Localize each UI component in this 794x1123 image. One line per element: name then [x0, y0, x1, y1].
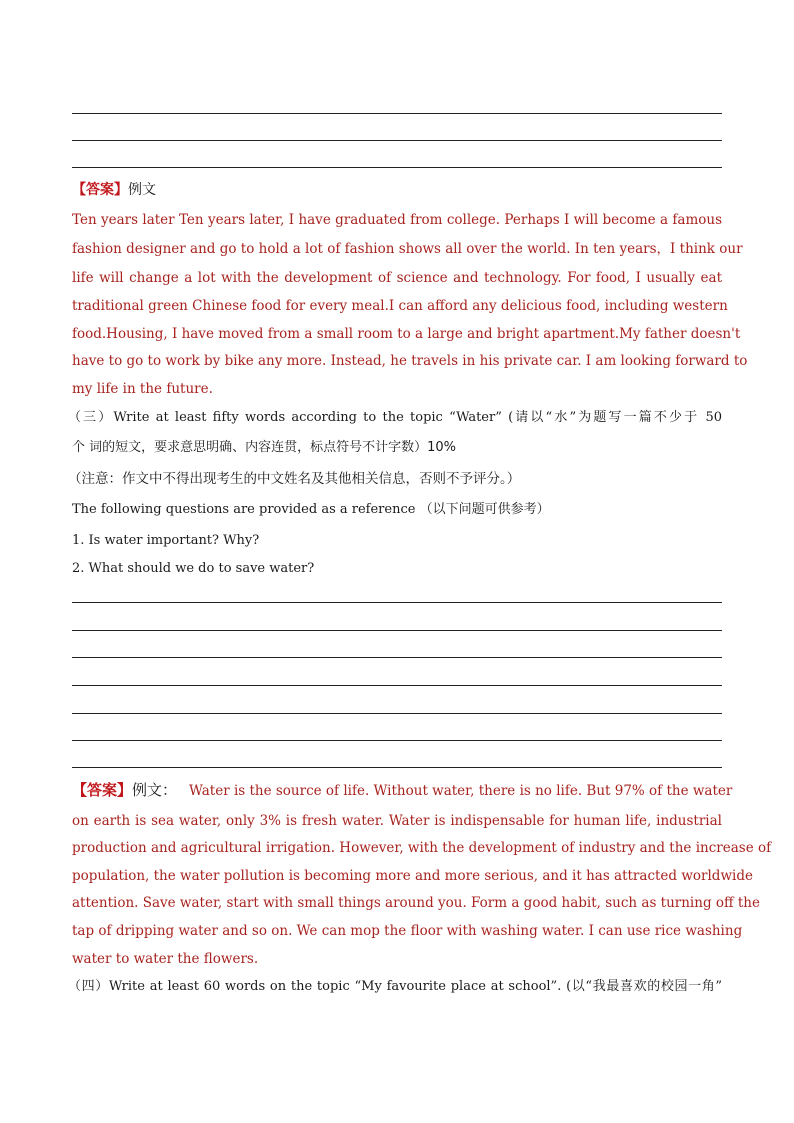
- question-prompt: （三）Write at least fifty words according to the topic “Water” (请以“水”为题写一篇不少于 50: [68, 410, 722, 425]
- writing-line: [72, 685, 722, 686]
- answer-text-line: Water is the source of life. Without water, there is no life. But 97% of the water: [189, 783, 733, 799]
- writing-line: [72, 140, 722, 141]
- question-prompt: （四）Write at least 60 words on the topic “My favourite place at school”. (以“我最喜欢的校园一角”: [68, 979, 722, 994]
- answer-text-line: water to water the flowers.: [72, 951, 259, 967]
- writing-line: [72, 713, 722, 714]
- answer-text-line: my life in the future.: [72, 381, 213, 397]
- answer-text-line: population, the water pollution is becoming more and more serious, and it has attracted worldwide: [72, 868, 753, 884]
- writing-line: [72, 602, 722, 603]
- answer-heading-2: [72, 780, 733, 801]
- question-prompt-cont: 个 词的短文，要求意思明确、内容连贯，标点符号不计字数）10%: [72, 440, 457, 455]
- answer-text-line: life will change a lot with the development of science and technology. For food, I usually eat: [72, 270, 722, 286]
- answer-tag: 【答案】: [72, 182, 128, 198]
- writing-line: [72, 630, 722, 631]
- reference-question: 2. What should we do to save water?: [72, 561, 315, 576]
- answer-text-line: have to go to work by bike any more. Instead, he travels in his private car. I am looking forward to: [72, 353, 748, 369]
- reference-intro: The following questions are provided as a reference （以下问题可供参考）: [72, 502, 550, 517]
- writing-line: [72, 113, 722, 114]
- answer-label: 例文：: [132, 781, 178, 799]
- answer-text-line: on earth is sea water, only 3% is fresh water. Water is indispensable for human life, industrial: [72, 813, 722, 829]
- answer-label: 例文: [128, 182, 156, 198]
- answer-heading-1: [72, 179, 722, 200]
- writing-line: [72, 167, 722, 168]
- answer-text-line: food.Housing, I have moved from a small room to a large and bright apartment.My father doesn't: [72, 326, 741, 342]
- writing-line: [72, 740, 722, 741]
- answer-text-line: production and agricultural irrigation. However, with the development of industry and the increase of: [72, 840, 772, 856]
- answer-text-line: Ten years later Ten years later, I have graduated from college. Perhaps I will become a famous: [72, 212, 722, 228]
- writing-line: [72, 657, 722, 658]
- answer-text-line: fashion designer and go to hold a lot of fashion shows all over the world. In ten years，I think our: [72, 241, 743, 257]
- answer-text-line: attention. Save water, start with small things around you. Form a good habit, such as turning off the: [72, 895, 760, 911]
- writing-line: [72, 767, 722, 768]
- question-note: （注意：作文中不得出现考生的中文姓名及其他相关信息，否则不予评分。）: [68, 471, 521, 487]
- reference-question: 1. Is water important? Why?: [72, 533, 260, 548]
- answer-text-line: traditional green Chinese food for every meal.I can afford any delicious food, including western: [72, 298, 728, 314]
- answer-tag: 【答案】: [72, 781, 133, 799]
- answer-text-line: tap of dripping water and so on. We can mop the floor with washing water. I can use rice washing: [72, 923, 743, 939]
